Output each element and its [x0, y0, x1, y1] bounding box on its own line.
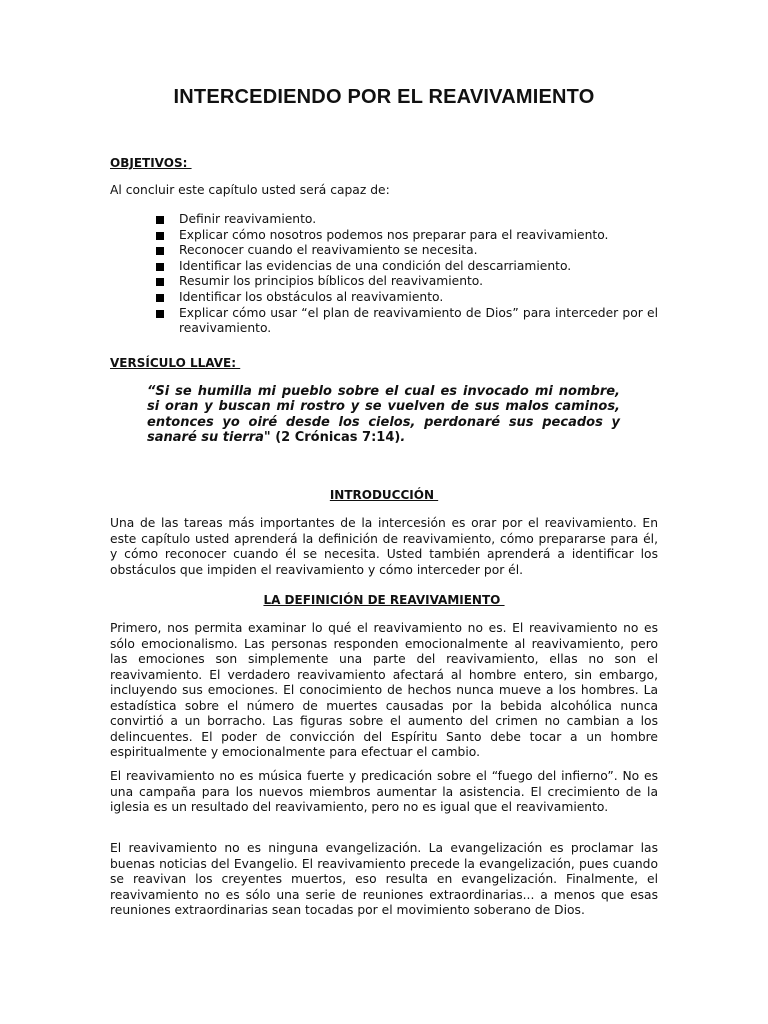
verse-quote: “Si se humilla mi pueblo sobre el cual es invocado mi nombre, si oran y buscan mi rostro y se vuelven de sus malos caminos, entonces yo oiré desde los cielos, perdonaré sus pecados y sanaré su tierra": [147, 384, 620, 445]
list-item-text: Identificar los obstáculos al reavivamiento.: [179, 289, 444, 304]
verse-reference: (2 Crónicas 7:14): [270, 429, 401, 445]
square-bullet-icon: [156, 294, 164, 302]
square-bullet-icon: [156, 310, 164, 318]
definition-paragraph: Primero, nos permita examinar lo qué el reavivamiento no es. El reavivamiento no es sólo emocionalismo. Las personas responden emocionalmente al reavivamiento, pero las emociones son simplemente una parte del reavivamiento, ellas no son el reavivamiento. El verdadero reavivamiento afectará al hombre entero, sin embargo, incluyendo sus emociones. El conocimiento de hechos nunca mueve a los hombres. La estadística sobre el número de muertes causadas por la bebida alcohólica nunca convirtió a un borracho. Las figuras sobre el aumento del crimen no cambian a los delincuentes. El poder de convicción del Espíritu Santo debe tocar a un hombre espiritualmente y emocionalmente para efectuar el cambio.: [110, 621, 658, 759]
list-item: [155, 290, 658, 306]
introduction-paragraph: Una de las tareas más importantes de la intercesión es orar por el reavivamiento. En este capítulo usted aprenderá la definición de reavivamiento, cómo prepararse para él, y cómo reconocer cuando él se necesita. Usted también aprenderá a identificar los obstáculos que impiden el reavivamiento y cómo interceder por él.: [110, 516, 658, 577]
document-title: INTERCEDIENDO POR EL REAVIVAMIENTO: [173, 86, 595, 108]
definition-paragraph: El reavivamiento no es música fuerte y predicación sobre el “fuego del infierno”. No es una campaña para los nuevos miembros aumentar la asistencia. El crecimiento de la iglesia es un resultado del reavivamiento, pero no es igual que el reavivamiento.: [110, 769, 658, 814]
square-bullet-icon: [156, 232, 164, 240]
key-verse-heading: VERSÍCULO LLAVE:: [110, 356, 241, 370]
objectives-heading: OBJETIVOS:: [110, 156, 192, 170]
definition-paragraph: El reavivamiento no es ninguna evangelización. La evangelización es proclamar las buenas noticias del Evangelio. El reavivamiento precede la evangelización, pues cuando se reavivan los creyentes muertos, eso resulta en evangelización. Finalmente, el reavivamiento no es sólo una serie de reuniones extraordinarias... a menos que esas reuniones extraordinarias sean tocadas por el movimiento soberano de Dios.: [110, 841, 658, 917]
list-item-text: Resumir los principios bíblicos del reavivamiento.: [179, 274, 484, 289]
definition-heading: LA DEFINICIÓN DE REAVIVAMIENTO: [263, 593, 505, 607]
square-bullet-icon: [156, 278, 164, 286]
square-bullet-icon: [156, 263, 164, 271]
list-item-text: Reconocer cuando el reavivamiento se necesita.: [179, 243, 478, 258]
objectives-list: [155, 212, 658, 337]
list-item: [155, 274, 658, 290]
list-item: [155, 228, 658, 244]
list-item-text: Definir reavivamiento.: [179, 212, 317, 226]
verse-end: .: [400, 429, 406, 445]
list-item: [155, 243, 658, 259]
square-bullet-icon: [156, 247, 164, 255]
objectives-intro: Al concluir este capítulo usted será capaz de:: [110, 183, 390, 197]
key-verse-text: [147, 384, 620, 445]
list-item-text: Identificar las evidencias de una condición del descarriamiento.: [179, 258, 572, 273]
introduction-heading: INTRODUCCIÓN: [329, 488, 439, 502]
list-item: [155, 259, 658, 275]
list-item: [155, 306, 658, 337]
list-item-text: Explicar cómo usar “el plan de reavivamiento de Dios” para interceder por el reavivamiento.: [179, 305, 658, 336]
square-bullet-icon: [156, 216, 164, 224]
list-item-text: Explicar cómo nosotros podemos nos preparar para el reavivamiento.: [179, 227, 609, 242]
list-item: [155, 212, 658, 228]
